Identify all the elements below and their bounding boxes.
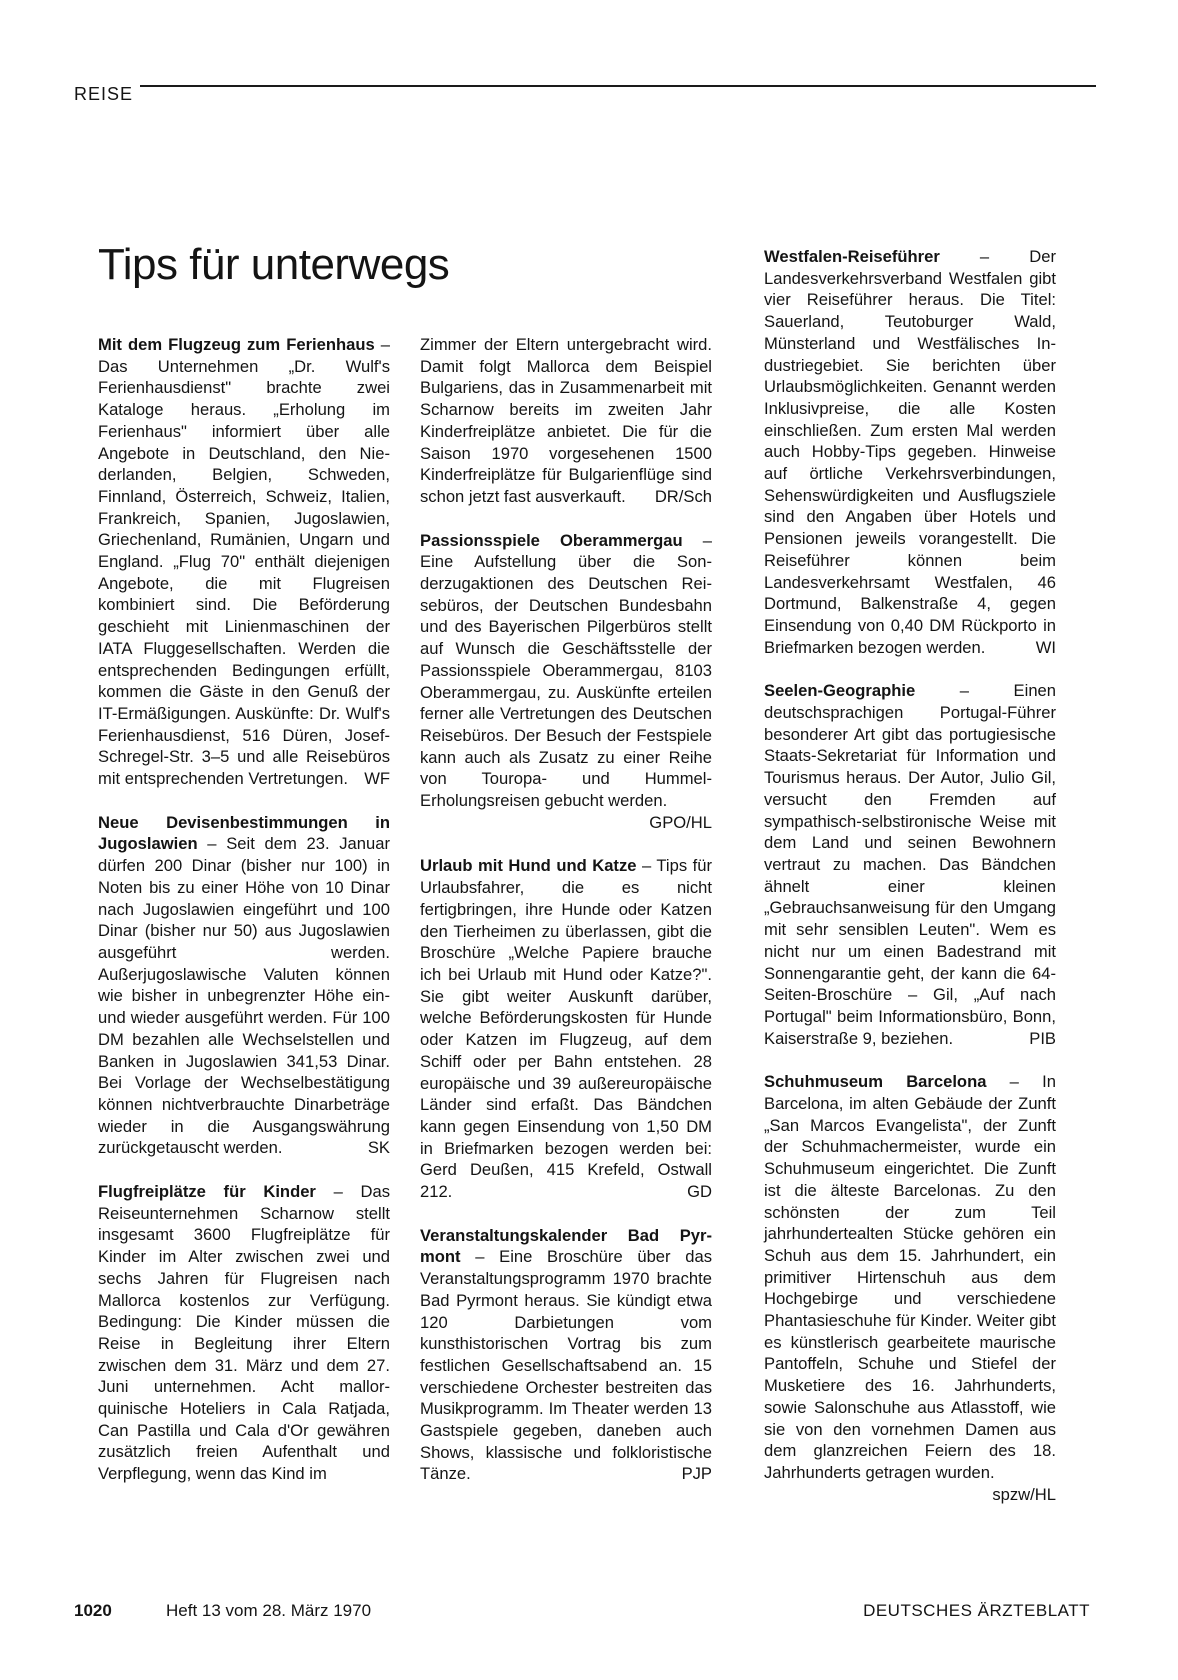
article-source: PJP [681,1464,712,1484]
article [764,246,1056,658]
article-paragraph [98,1181,390,1485]
article-source: DR/Sch [654,486,712,506]
article-paragraph [420,334,712,508]
article-paragraph [420,530,712,834]
article-source: spzw/HL [992,1484,1056,1504]
page-number: 1020 [74,1601,112,1620]
article-source: WI [1035,637,1056,657]
article-headline: Flugfreiplätze für Kinder [98,1182,316,1202]
article-source: SK [367,1138,390,1158]
article [420,855,712,1202]
article-headline: Mit dem Flugzeug zum Ferienhaus [98,335,375,354]
article-headline: Westfalen-Reiseführer [764,247,940,266]
article [420,334,712,508]
publication-name: DEUTSCHES ÄRZTEBLATT [863,1601,1090,1620]
article-source: PIB [1029,1028,1056,1048]
article-body: – Eine Aufstellung über die Sonderzugaktionen des Deutschen Reisebüros, der Deutschen Bundesbahn und des Bayerischen Pilgerbüros stellt auf Wunsch die Geschäftsstelle der Passionsspiele Oberammergau, 8103 Oberammergau, zu. Auskünfte erteilen ferner alle Vertretungen des Deutschen Reisebüros. Der Besuch der Festspiele kann auch als Zusatz zu einer Reihe von Touropa- und Hummel-Erholungsreisen gebucht werden. [420,530,712,811]
article [98,812,390,1159]
article-body: – Einen deutschsprachigen Portugal-Führer besonderer Art gibt das portugiesische Staats-Sekretariat für Information und Tourismus heraus. Der Autor, Julio Gil, versucht den Fremden auf sympathisch-selbstironische Weise mit dem Land und seinen Bewohnern vertraut zu machen. Das Bändchen ähnelt einer kleinen „Gebrauchsanweisung für den Umgang mit sehr sensiblen Leuten". Wem es nicht nur um einen Badestrand mit Sonnengarantie geht, der kann die 64-Seiten-Broschüre – Gil, „Auf nach Portugal" beim Informationsbüro, Bonn, Kaiserstraße 9, beziehen. [764,681,1056,1048]
article [420,1225,712,1485]
article-source: WF [364,769,390,789]
article-source: GD [687,1182,712,1202]
article-body: – Das Unternehmen „Dr. Wulf's Ferienhausdienst" brachte zwei Kataloge heraus. „Erholung im Ferienhaus" informiert über alle Angebote in Deutschland, den Niederlanden, Belgien, Schweden, Finnland, Österreich, Schweiz, Italien, Frankreich, Spanien, Jugoslawien, Griechenland, Rumänien, Ungarn und England. „Flug 70" enthält diejenigen Angebote, die mit Flugreisen kombiniert sind. Die Beförderung geschieht mit Linienmaschinen der IATA Fluggesellschaften. Werden die entsprechenden Bedingungen erfüllt, kommen die Gäste in den Genuß der IT-Ermäßigungen. Auskünfte: Dr. Wulf's Ferienhausdienst, 516 Düren, Josef-Schregel-Str. 3–5 und alle Reisebüros mit entsprechenden Vertretungen. [98,335,390,789]
text-column-1 [98,334,390,1507]
article-body: – Eine Broschüre über das Veranstaltungsprogramm 1970 brachte Bad Pyrmont heraus. Sie kündigt etwa 120 Darbietungen vom kunsthistorischen Vortrag bis zum festlichen Gesellschaftsabend an. 15 verschiedene Orchester bestreiten das Musikprogramm. Im Theater werden 13 Gastspiele gegeben, daneben auch Shows, klassische und folkloristische Tänze. [420,1247,712,1484]
article-headline: Urlaub mit Hund und Katze [420,856,637,876]
article-paragraph [98,812,390,1159]
article-headline: Passionsspiele Oberammergau [420,530,683,550]
article-paragraph [420,1225,712,1485]
article-body: – Seit dem 23. Januar dürfen 200 Dinar (bisher nur 100) in Noten bis zu einer Höhe von 10 Dinar nach Jugoslawien eingeführt und 100 Dinar (bisher nur 50) aus Jugoslawien ausgeführt werden. Außerjugoslawische Valuten können wie bisher in unbegrenzter Höhe ein- und wieder ausgeführt werden. Für 100 DM bezahlen alle Wechselstellen und Banken in Jugoslawien 341,53 Dinar. Bei Vorlage der Wechselbestätigung können nichtverbrauchte Dinarbeträge wieder in die Ausgangswährung zurückgetauscht werden. [98,834,390,1158]
text-column-2 [420,334,712,1507]
header-rule [140,85,1096,87]
article-source: GPO/HL [649,812,712,832]
article [98,334,390,790]
text-column-3 [764,246,1056,1527]
issue-info: Heft 13 vom 28. März 1970 [166,1601,372,1620]
article-headline: Neue Devisenbestimmungen in Jugoslawien [98,812,390,854]
section-label: REISE [74,84,134,104]
article-body: – Das Reiseunternehmen Scharnow stellt insgesamt 3600 Flugfreiplätze für Kinder im Alter zwischen zwei und sechs Jahren für Flugreisen nach Mallorca kostenlos zur Verfügung. Bedingung: Die Kinder müssen die Reise in Begleitung ihrer Eltern zwischen dem 31. März und dem 27. Juni unternehmen. Acht mallorquinische Hoteliers in Cala Ratjada, Can Pastilla und Cala d'Or gewähren zusätzlich freien Aufenthalt und Verpflegung, wenn das Kind im [98,1182,390,1484]
article [764,680,1056,1049]
article [420,530,712,834]
article-paragraph [764,246,1056,658]
article-headline: Veranstaltungskalender Bad Pyrmont [420,1225,712,1267]
article-paragraph [98,334,390,790]
page-title: Tips für unterwegs [98,240,450,289]
article-body: – Tips für Urlaubsfahrer, die es nicht fertigbringen, ihre Hunde oder Katzen den Tierheimen zu überlassen, gibt die Broschüre „Welche Papiere brauche ich bei Urlaub mit Hund oder Katze?". Sie gibt weiter Auskunft darüber, welche Beförderungskosten für Hunde oder Katzen im Flugzeug, auf dem Schiff oder per Bahn entstehen. 28 europäische und 39 außereuropäische Länder sind erfaßt. Das Bändchen kann gegen Einsendung von 1,50 DM in Briefmarken bezogen werden bei: Gerd Deußen, 415 Krefeld, Ostwall 212. [420,856,712,1202]
article-paragraph [420,855,712,1202]
article-headline: Seelen-Geographie [764,681,916,701]
article-body: – Der Landesverkehrsverband Westfalen gibt vier Reiseführer heraus. Die Titel: Sauerland, Teutoburger Wald, Münsterland und Westfälisches Industriegebiet. Sie berichten über Urlaubsmöglichkeiten. Genannt werden Inklusivpreise, die alle Kosten einschließen. Zum ersten Mal werden auch Hobby-Tips gegeben. Hinweise auf örtliche Verkehrsverbindungen, Sehenswürdigkeiten und Ausflugsziele sind den Angaben über Hotels und Pensionen jeweils vorangestellt. Die Reiseführer können beim Landesverkehrsamt Westfalen, 46 Dortmund, Balkenstraße 4, gegen Einsendung von 0,40 DM Rückporto in Briefmarken bezogen werden. [764,247,1056,657]
article [764,1071,1056,1505]
article-body: Zimmer der Eltern untergebracht wird. Damit folgt Mallorca dem Beispiel Bulgariens, das in Zusammenarbeit mit Scharnow bereits im zweiten Jahr Kinderfreiplätze anbietet. Die für die Saison 1970 vorgesehenen 1500 Kinderfreiplätze für Bulgarienflüge sind schon jetzt fast ausverkauft. [420,335,712,506]
article-headline: Schuhmuseum Barcelona [764,1072,987,1092]
article-body: – In Barcelona, im alten Gebäude der Zunft „San Marcos Evangelista", der Zunft der Schuhmachermeister, wurde ein Schuhmuseum eingerichtet. Die Zunft ist die älteste Barcelonas. Zu den schönsten der zum Teil jahrhundertealten Stücke gehören ein Schuh aus dem 15. Jahrhundert, ein primitiver Hirtenschuh aus dem Hochgebirge und verschiedene Phantasieschuhe für Kinder. Weiter gibt es künstlerisch gearbeitete maurische Pantoffeln, Schuhe und Stiefel der Musketiere des 16. Jahrhunderts, sowie Salonschuhe aus Atlasstoff, wie sie von den vornehmen Damen aus dem glanzreichen Feiern des 18. Jahrhunderts getragen wurden. [764,1072,1056,1482]
article [98,1181,390,1485]
article-paragraph [764,680,1056,1049]
article-paragraph [764,1071,1056,1505]
